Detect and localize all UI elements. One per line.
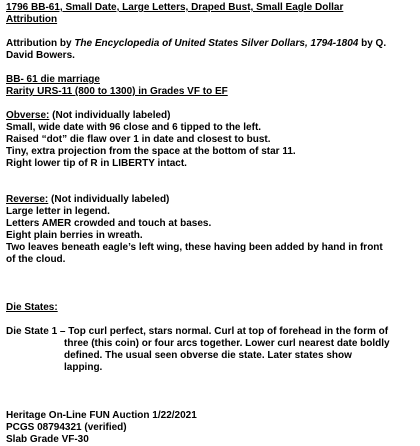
die-state-1-text: lapping. (64, 362, 103, 373)
attribution-prefix: Attribution by (6, 38, 75, 49)
reverse-line: Two leaves beneath eagle’s left wing, these having been added by hand in front (6, 242, 383, 253)
die-states-heading: Die States: (6, 302, 58, 313)
die-state-1-label: Die State 1 – (6, 326, 69, 337)
die-state-1-text: three (this coin) or four arcs together. Lower curl nearest date boldly (64, 338, 390, 349)
reverse-line: Letters AMER crowded and touch at bases. (6, 218, 212, 229)
document-body (6, 2, 414, 446)
die-marriage-heading: BB- 61 die marriage (6, 74, 100, 85)
die-state-1-line (6, 326, 414, 338)
pcgs-cert-line: PCGS 08794321 (verified) (6, 422, 127, 433)
attribution-author: David Bowers. (6, 50, 75, 61)
reverse-heading-line (6, 194, 414, 206)
reverse-heading: Reverse: (6, 194, 49, 205)
slab-grade-line: Slab Grade VF-30 (6, 434, 89, 445)
obverse-line: Right lower tip of R in LIBERTY intact. (6, 158, 187, 169)
obverse-heading-line (6, 110, 414, 122)
reverse-line: Large letter in legend. (6, 206, 110, 217)
document-title-continued: Attribution (6, 14, 58, 25)
attribution-book-title: The Encyclopedia of United States Silver Dollars, 1794-1804 (74, 38, 359, 49)
obverse-line: Raised “dot” die flaw over 1 in date and closest to bust. (6, 134, 271, 145)
obverse-heading: Obverse: (6, 110, 50, 121)
die-state-1-text: defined. The usual seen obverse die state. Later states show (64, 350, 352, 361)
die-state-1-text: Top curl perfect, stars normal. Curl at top of forehead in the form of (68, 326, 389, 337)
attribution-suffix: by Q. (358, 38, 387, 49)
obverse-line: Tiny, extra projection from the space at the bottom of star 11. (6, 146, 296, 157)
attribution-line (6, 38, 414, 50)
obverse-line: Small, wide date with 96 close and 6 tipped to the left. (6, 122, 262, 133)
reverse-note: (Not individually labeled) (48, 194, 170, 205)
reverse-line: of the cloud. (6, 254, 66, 265)
auction-line: Heritage On-Line FUN Auction 1/22/2021 (6, 410, 197, 421)
reverse-line: Eight plain berries in wreath. (6, 230, 143, 241)
obverse-note: (Not individually labeled) (49, 110, 171, 121)
document-title: 1796 BB-61, Small Date, Large Letters, Draped Bust, Small Eagle Dollar (6, 2, 344, 13)
rarity-line: Rarity URS-11 (800 to 1300) in Grades VF to EF (6, 86, 228, 97)
